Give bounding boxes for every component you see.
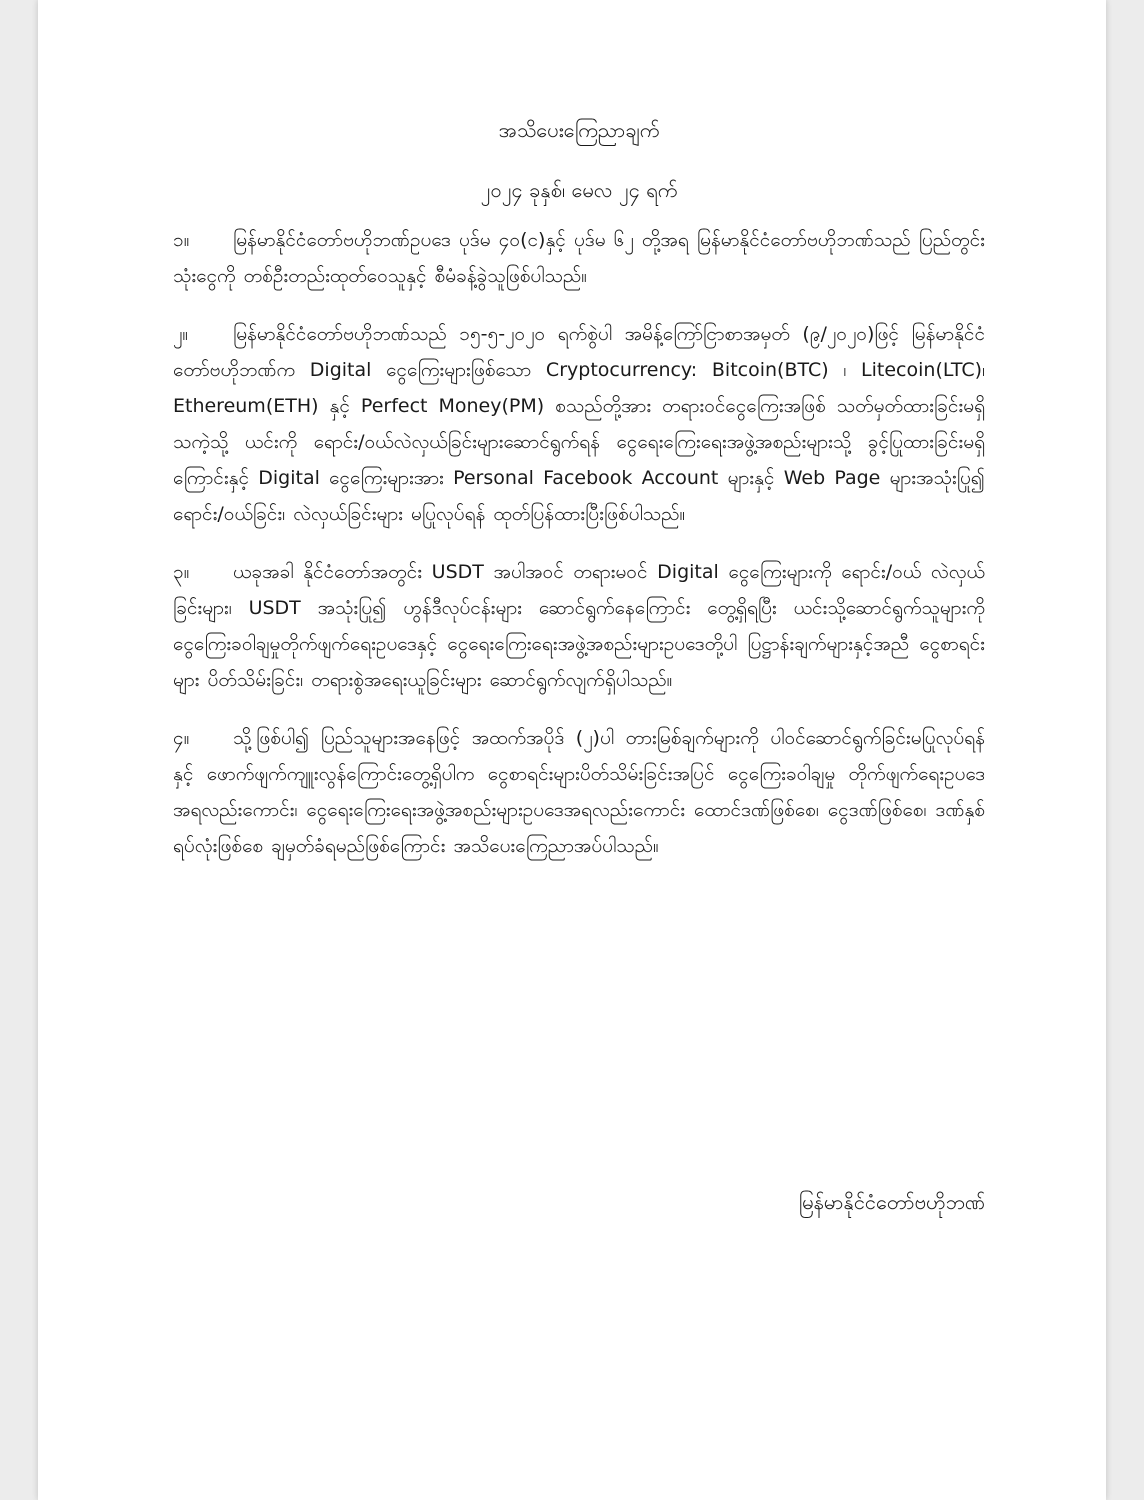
paragraph-number: ၄။: [173, 727, 190, 749]
document-body: [173, 112, 985, 1214]
paragraph-text: မြန်မာနိုင်ငံတော်ဗဟိုဘဏ်ဥပဒေ ပုဒ်မ ၄၀(င)နှင့် ပုဒ်မ ၆၂ တို့အရ မြန်မာနိုင်ငံတော်ဗဟိုဘဏ်သည် ပြည်တွင်းသုံးငွေကို တစ်ဦးတည်းထုတ်ဝေသူနှင့် စီမံခန့်ခွဲသူဖြစ်ပါသည်။: [173, 229, 985, 287]
issuer-signature: မြန်မာနိုင်ငံတော်ဗဟိုဘဏ်: [798, 1190, 985, 1214]
document-heading: အသိပေးကြေညာချက်: [498, 118, 660, 142]
document-page: [38, 0, 1106, 1500]
paragraph-number: ၃။: [173, 561, 190, 583]
paragraph-number: ၁။: [173, 229, 190, 251]
paragraph-4: [173, 720, 985, 864]
paragraph-1: [173, 222, 985, 294]
paragraph-text: သို့ဖြစ်ပါ၍ ပြည်သူများအနေဖြင့် အထက်အပိုဒ် (၂)ပါ တားမြစ်ချက်များကို ပါဝင်ဆောင်ရွက်ခြင်းမပြုလုပ်ရန်နှင့် ဖောက်ဖျက်ကျူးလွန်ကြောင်းတွေ့ရှိပါက ငွေစာရင်းများပိတ်သိမ်းခြင်းအပြင် ငွေကြေးခဝါချမှု တိုက်ဖျက်ရေးဥပဒေအရလည်းကောင်း၊ ငွေရေးကြေးရေးအဖွဲ့အစည်းများဥပဒေအရလည်းကောင်း ထောင်ဒဏ်ဖြစ်စေ၊ ငွေဒဏ်ဖြစ်စေ၊ ဒဏ်နှစ်ရပ်လုံးဖြစ်စေ ချမှတ်ခံရမည်ဖြစ်ကြောင်း အသိပေးကြေညာအပ်ပါသည်။: [173, 727, 985, 857]
paragraph-text: မြန်မာနိုင်ငံတော်ဗဟိုဘဏ်သည် ၁၅-၅-၂၀၂၀ ရက်စွဲပါ အမိန့်ကြော်ငြာစာအမှတ် (၉/၂၀၂၀)ဖြင့် မြန်မာနိုင်ငံတော်ဗဟိုဘဏ်က Digital ငွေကြေးများဖြစ်သော Cryptocurrency: Bitcoin(BTC) ၊ Litecoin(LTC)၊ Ethereum(ETH) နှင့် Perfect Money(PM) စသည်တို့အား တရားဝင်ငွေကြေးအဖြစ် သတ်မှတ်ထားခြင်းမရှိသကဲ့သို့ ယင်းကို ရောင်း/ဝယ်လဲလှယ်ခြင်းများဆောင်ရွက်ရန် ငွေရေးကြေးရေးအဖွဲ့အစည်းများသို့ ခွင့်ပြုထားခြင်းမရှိကြောင်းနှင့် Digital ငွေကြေးများအား Personal Facebook Account များနှင့် Web Page များအသုံးပြု၍ ရောင်း/ဝယ်ခြင်း၊ လဲလှယ်ခြင်းများ မပြုလုပ်ရန် ထုတ်ပြန်ထားပြီးဖြစ်ပါသည်။: [173, 323, 985, 525]
paragraph-2: [173, 316, 985, 532]
document-date: ၂၀၂၄ ခုနှစ်၊ မေလ ၂၄ ရက်: [480, 178, 678, 202]
paragraph-number: ၂။: [173, 323, 189, 345]
paragraph-3: [173, 554, 985, 698]
paragraph-text: ယခုအခါ နိုင်ငံတော်အတွင်း USDT အပါအဝင် တရားမဝင် Digital ငွေကြေးများကို ရောင်း/ဝယ် လဲလှယ်ခြင်းများ၊ USDT အသုံးပြု၍ ဟွန်ဒီလုပ်ငန်းများ ဆောင်ရွက်နေကြောင်း တွေ့ရှိရပြီး ယင်းသို့ဆောင်ရွက်သူများကို ငွေကြေးခဝါချမှုတိုက်ဖျက်ရေးဥပဒေနှင့် ငွေရေးကြေးရေးအဖွဲ့အစည်းများဥပဒေတို့ပါ ပြဋ္ဌာန်းချက်များနှင့်အညီ ငွေစာရင်းများ ပိတ်သိမ်းခြင်း၊ တရားစွဲအရေးယူခြင်းများ ဆောင်ရွက်လျက်ရှိပါသည်။: [173, 561, 985, 691]
